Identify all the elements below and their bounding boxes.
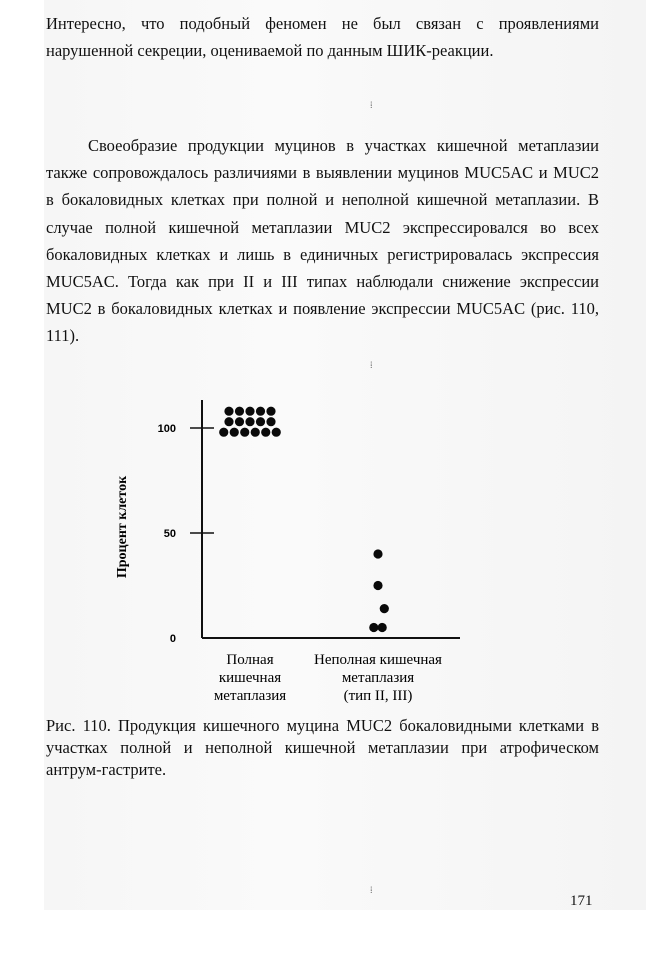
data-point	[251, 428, 260, 437]
data-point	[224, 417, 233, 426]
x-category-label: Неполная кишечная	[314, 652, 442, 668]
data-point	[373, 581, 382, 590]
data-point	[369, 623, 378, 632]
mucin-scatter-chart	[110, 395, 490, 705]
y-tick-label: 100	[157, 423, 176, 435]
data-point	[224, 407, 233, 416]
data-points	[219, 407, 389, 632]
data-point	[256, 417, 265, 426]
data-point	[235, 407, 244, 416]
x-category-label: метаплазия	[341, 670, 415, 686]
data-point	[219, 428, 228, 437]
data-point	[245, 417, 254, 426]
data-point	[261, 428, 270, 437]
y-tick-label: 0	[169, 633, 176, 645]
chart-axes	[202, 400, 460, 638]
data-point	[266, 407, 275, 416]
data-point	[373, 549, 382, 558]
data-point	[245, 407, 254, 416]
scan-artifact-mark: ⁞	[370, 360, 373, 370]
chart-labels	[115, 475, 442, 704]
data-point	[272, 428, 281, 437]
paragraph-mucins: Своеобразие продукции муцинов в участках кишечной метаплазии также сопровождалось различиями в выявлении муцинов MUC5AC и MUC2 в бокаловидных клетках при полной и неполной кишечной метаплазии. В случае полной кишечной метаплазии MUC2 экспрессировался во всех бокаловидных клетках и лишь в единичных регистрировалась экспрессия MUC5AC. Тогда как при II и III типах наблюдали снижение экспрессии MUC2 в бокаловидных клетках и появление экспрессии MUC5AC (рис. 110, 111).	[46, 136, 599, 346]
figure-caption: Рис. 110. Продукция кишечного муцина MUC2 бокаловидными клетками в участках полной и неполной кишечной метаплазии при атрофическом антрум-гастрите.	[46, 716, 599, 779]
data-point	[266, 417, 275, 426]
data-point	[230, 428, 239, 437]
scan-artifact-mark: ⁞	[370, 100, 373, 110]
x-category-label: (тип II, III)	[343, 688, 413, 704]
data-point	[235, 417, 244, 426]
data-point	[256, 407, 265, 416]
scan-artifact-mark: ⁞	[370, 885, 373, 895]
y-tick-label: 50	[163, 528, 176, 540]
data-point	[378, 623, 387, 632]
x-category-label: метаплазия	[213, 688, 287, 704]
data-point	[380, 604, 389, 613]
x-category-label: кишечная	[218, 670, 282, 686]
data-point	[240, 428, 249, 437]
y-ticks	[158, 423, 214, 645]
x-category-label: Полная	[226, 652, 274, 668]
y-axis-label: Процент клеток	[115, 475, 130, 579]
paragraph-intro: Интересно, что подобный феномен не был связан с проявлениями нарушенной секреции, оцениваемой по данным ШИК-реакции.	[46, 14, 599, 61]
page-number: 171	[570, 893, 593, 909]
